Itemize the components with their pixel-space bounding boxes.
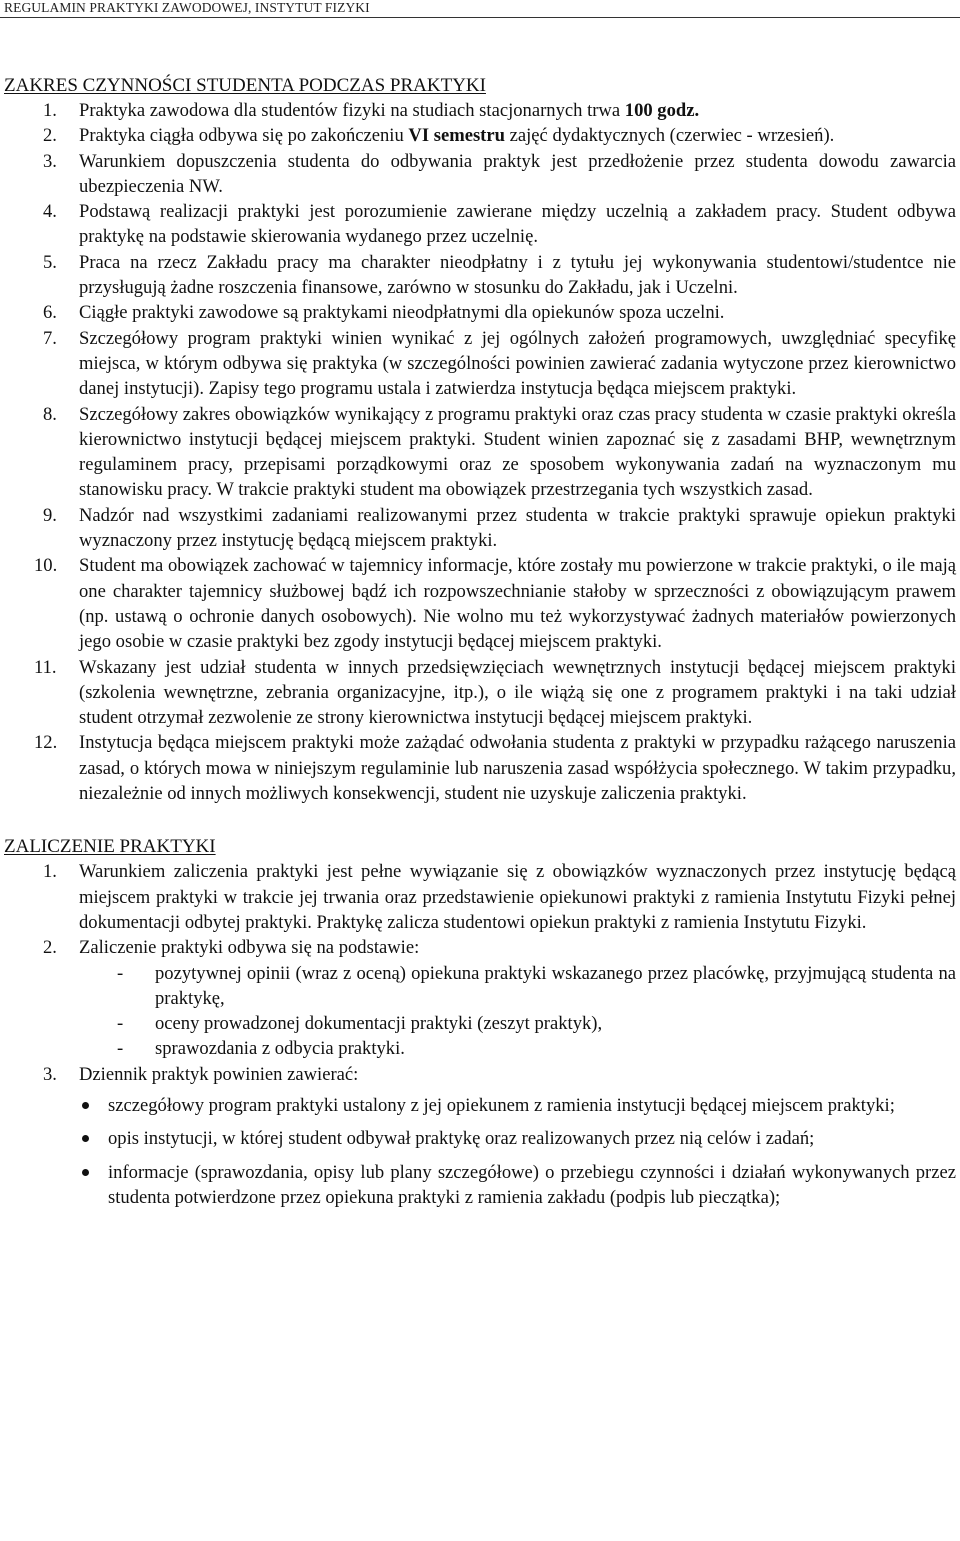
dash-text: sprawozdania z odbycia praktyki. [155,1038,405,1060]
journal-contents-list [0,1093,960,1210]
bullet-dot-icon [82,1102,89,1109]
item-number: 11. [34,656,57,678]
dash-item [79,1011,956,1036]
item-text: Praktyka zawodowa dla studentów fizyki na studiach stacjonarnych trwa [79,100,625,121]
item-number: 2. [43,937,57,959]
list-item [0,300,960,325]
scope-list [0,98,960,806]
list-item [0,730,960,806]
item-number: 3. [43,1063,57,1085]
list-item [0,149,960,200]
item-text: Warunkiem zaliczenia praktyki jest pełne wywiązanie się z obowiązków wyznaczonych przez instytucję będącą miejscem praktyki w trakcie jej trwania oraz przedstawienie opiekunowi praktyki z ramienia Instytutu Fizyki pełnej dokumentacji odbytej praktyki. Praktykę zalicza studentowi opiekun praktyki z ramienia Instytutu Fizyki. [79,861,956,933]
item-text: Wskazany jest udział studenta w innych przedsięwzięciach wewnętrznych instytucji będącej miejscem praktyki (szkolenia wewnętrzne, zebrania organizacyjne, itp.), o ile wiążą się one z programem praktyki i na taki udział student otrzymał zezwolenie ze strony kierownictwa instytucji będącej miejscem praktyki. [79,656,956,729]
item-bold: VI semestru [408,125,505,147]
item-text: Zaliczenie praktyki odbywa się na podstawie: [79,937,420,959]
list-item [0,326,960,402]
bullet-dot-icon [82,1169,89,1176]
dash-marker: - [117,962,124,984]
item-text: Szczegółowy program praktyki winien wynikać z jej ogólnych założeń programowych, uwzględniać specyfikę miejsca, w którym odbywa się praktyka (w szczególności powinien zawierać zadania wytyczone przez kierownictwo danej instytucji). Zapisy tego programu ustala i zatwierdza instytucja będąca miejscem praktyki. [79,327,956,400]
list-item [0,553,960,654]
item-text: Szczegółowy zakres obowiązków wynikający z programu praktyki oraz czas pracy studenta w czasie praktyki określa kierownictwo instytucji będącej miejscem praktyki. Student winien zapoznać się z zasadami BHP, wewnętrznym regulaminem pracy, przepisami porządkowymi oraz ze sposobem wykonywania zadań na wyznaczonym mu stanowisku pracy. W trakcie praktyki student ma obowiązek przestrzegania tych wszystkich zasad. [79,403,956,501]
item-text: Warunkiem dopuszczenia studenta do odbywania praktyk jest przedłożenie przez studenta dowodu zawarcia ubezpieczenia NW. [79,150,956,197]
item-text: Student ma obowiązek zachować w tajemnicy informacje, które zostały mu powierzone w trakcie praktyki, o ile mają one charakter tajemnicy służbowej bądź ich rozpowszechnianie stałoby w sprzeczności z obowiązującym prawem (np. ustawą o ochronie danych osobowych). Nie wolno mu też wykorzystywać żadnych materiałów powierzonych jego osobie w czasie praktyki bez zgody instytucji będącej miejscem praktyki. [79,555,956,653]
item-text: Instytucja będąca miejscem praktyki może zażądać odwołania studenta z praktyki w przypadku rażącego naruszenia zasad, o których mowa w niniejszym regulaminie lub naruszenia zasad współżycia społecznego. W takim przypadku, niezależnie od innych możliwych konsekwencji, student nie uzyskuje zaliczenia praktyki. [79,732,956,805]
item-text: Podstawą realizacji praktyki jest porozumienie zawierane między uczelnią a zakładem pracy. Student odbywa praktykę na podstawie skierowania wydanego przez uczelnię. [79,201,956,248]
item-text: Praca na rzecz Zakładu pracy ma charakter nieodpłatny i z tytułu jej wykonywania studentowi/studentce nie przysługują żadne roszczenia finansowe, zarówno w stosunku do Zakładu, jak i Uczelni. [79,251,956,299]
section-title-completion: ZALICZENIE PRAKTYKI [4,836,216,858]
item-number: 12. [34,732,58,754]
item-bold: 100 godz. [624,100,700,121]
dash-text: pozytywnej opinii (wraz z oceną) opiekuna praktyki wskazanego przez placówkę, przyjmującą studenta na praktykę, [155,962,956,1009]
running-header: REGULAMIN PRAKTYKI ZAWODOWEJ, INSTYTUT FIZYKI [4,0,370,15]
item-number: 4. [43,201,57,223]
bullet-text: opis instytucji, w której student odbywał praktykę oraz realizowanych przez nią celów i zadań; [108,1128,815,1150]
list-item [0,199,960,250]
dash-item [79,961,956,1012]
document-body [0,73,960,1218]
dash-item [79,1036,956,1061]
list-item [0,1062,960,1087]
bullet-text: informacje (sprawozdania, opisy lub plany szczegółowe) o przebiegu czynności i działań wykonywanych przez studenta potwierdzone przez opiekuna praktyki z ramienia zakładu (podpis lub pieczątka); [108,1161,956,1208]
item-number: 3. [43,150,57,172]
bullet-dot-icon [82,1135,89,1142]
item-number: 1. [43,861,57,883]
list-item [0,402,960,503]
item-number: 2. [43,125,57,147]
basis-list [79,961,956,1062]
item-number: 8. [43,403,57,425]
item-number: 1. [43,100,57,121]
item-number: 7. [43,327,57,349]
dash-marker: - [117,1013,124,1035]
list-item [0,98,960,123]
item-number: 5. [43,251,57,273]
item-text: Nadzór nad wszystkimi zadaniami realizowanymi przez studenta w trakcie praktyki sprawuje opiekun praktyki wyznaczony przez instytucję będącą miejscem praktyki. [79,504,956,552]
bullet-text: szczegółowy program praktyki ustalony z jej opiekunem z ramienia instytucji będącej miejscem praktyki; [108,1094,895,1116]
list-item [0,655,960,731]
item-text: Praktyka ciągła odbywa się po zakończeniu [79,125,409,147]
item-text: Dziennik praktyk powinien zawierać: [79,1063,359,1085]
bullet-item [0,1126,960,1151]
dash-marker: - [117,1038,124,1060]
completion-list [0,859,960,1087]
bullet-item [0,1093,960,1118]
section-title-scope: ZAKRES CZYNNOŚCI STUDENTA PODCZAS PRAKTYKI [4,75,486,96]
list-item [0,859,960,935]
item-text: Ciągłe praktyki zawodowe są praktykami nieodpłatnymi dla opiekunów spoza uczelni. [79,302,725,324]
list-item [0,250,960,301]
item-text: zajęć dydaktycznych (czerwiec - wrzesień). [504,125,835,147]
list-item [0,503,960,554]
item-number: 6. [43,302,57,324]
list-item [0,123,960,148]
header-divider [0,17,960,18]
dash-text: oceny prowadzonej dokumentacji praktyki (zeszyt praktyk), [155,1013,603,1035]
item-number: 10. [34,555,58,577]
list-item [0,935,960,1061]
bullet-item [0,1160,960,1211]
item-number: 9. [43,504,57,526]
